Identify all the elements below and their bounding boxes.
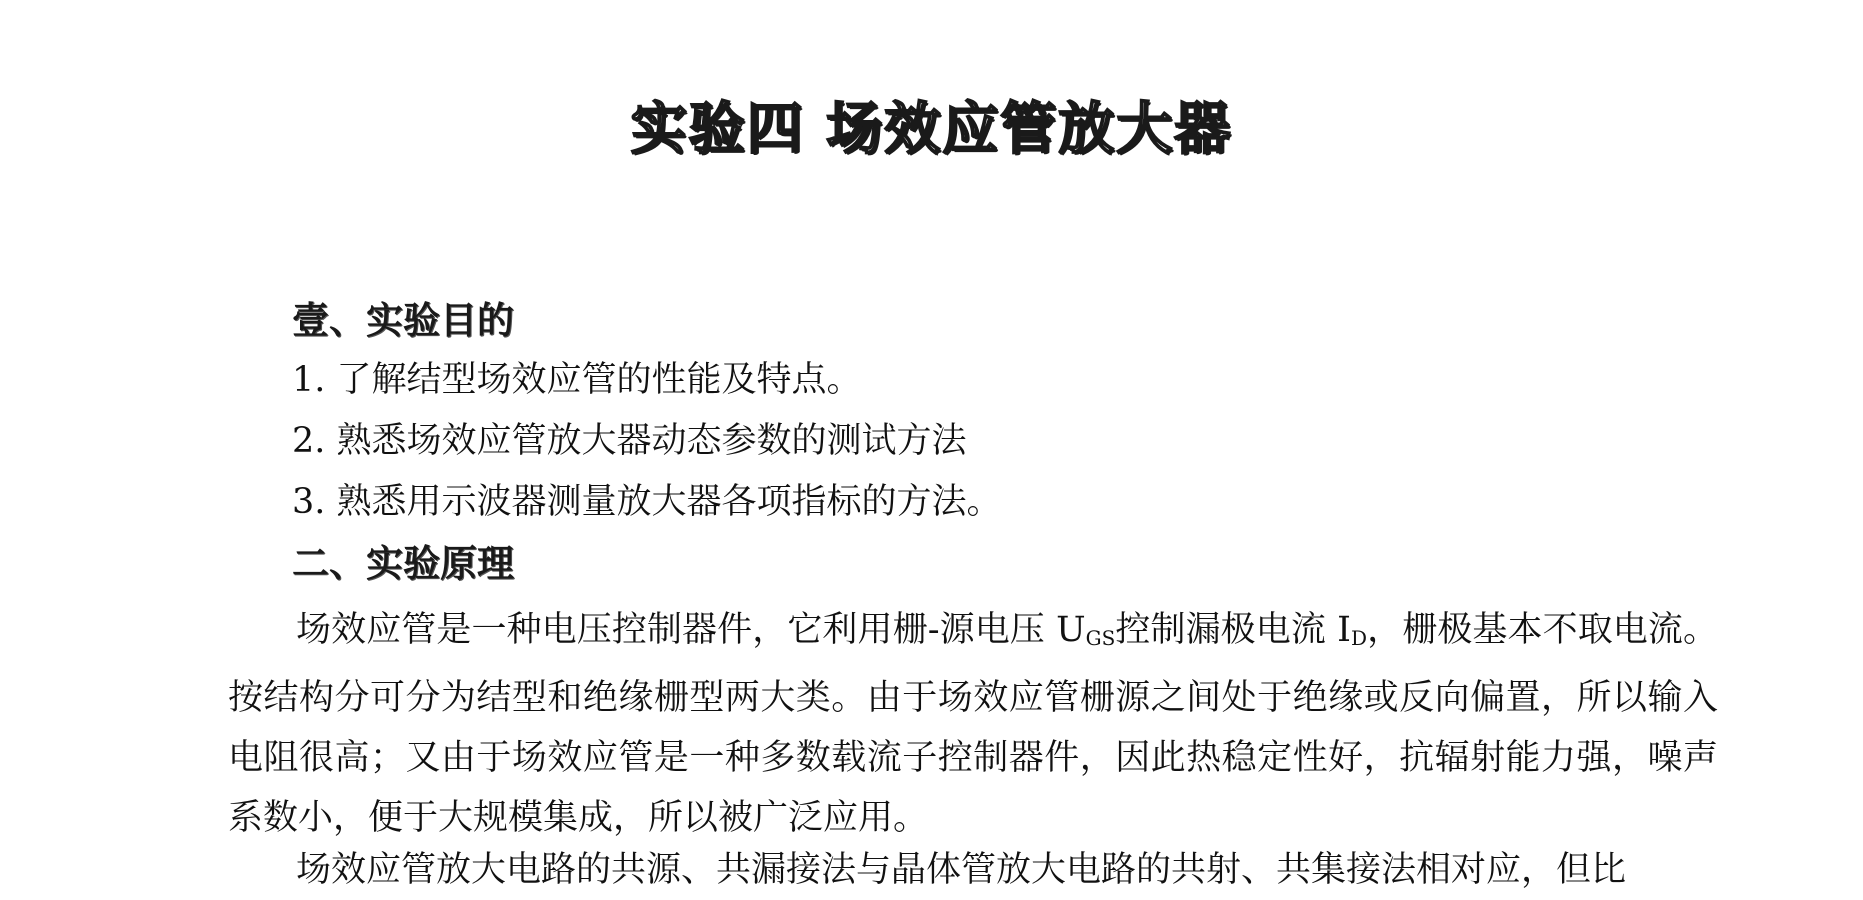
list-item: 2. 熟悉场效应管放大器动态参数的测试方法 bbox=[292, 421, 967, 461]
list-item: 3. 熟悉用示波器测量放大器各项指标的方法。 bbox=[292, 482, 1002, 522]
page-title: 实验四 场效应管放大器 bbox=[630, 97, 1233, 162]
paragraph-text: 场效应管是一种电压控制器件，它利用栅-源电压 U bbox=[296, 610, 1086, 650]
principle-paragraph-1 bbox=[228, 600, 1718, 848]
principle-paragraph-2: 场效应管放大电路的共源、共漏接法与晶体管放大电路的共射、共集接法相对应，但比 bbox=[296, 850, 1627, 890]
list-item: 1. 了解结型场效应管的性能及特点。 bbox=[292, 360, 862, 400]
section-heading-principle: 二、实验原理 bbox=[292, 542, 514, 585]
section-heading-objectives: 壹、实验目的 bbox=[292, 299, 514, 342]
subscript-gs: GS bbox=[1085, 626, 1116, 650]
subscript-d: D bbox=[1351, 626, 1368, 650]
paragraph-text: ，栅极基本不取电流。按结构分可分为结型和绝缘栅型两大类。由于场效应管栅源之间处于绝缘或反向偏置，所以输入电阻很高；又由于场效应管是一种多数载流子控制器件，因此热稳定性好，抗辐射能力强，噪声系数小，便于大规模集成，所以被广泛应用。 bbox=[228, 610, 1718, 838]
paragraph-text: 控制漏极电流 I bbox=[1115, 610, 1351, 650]
